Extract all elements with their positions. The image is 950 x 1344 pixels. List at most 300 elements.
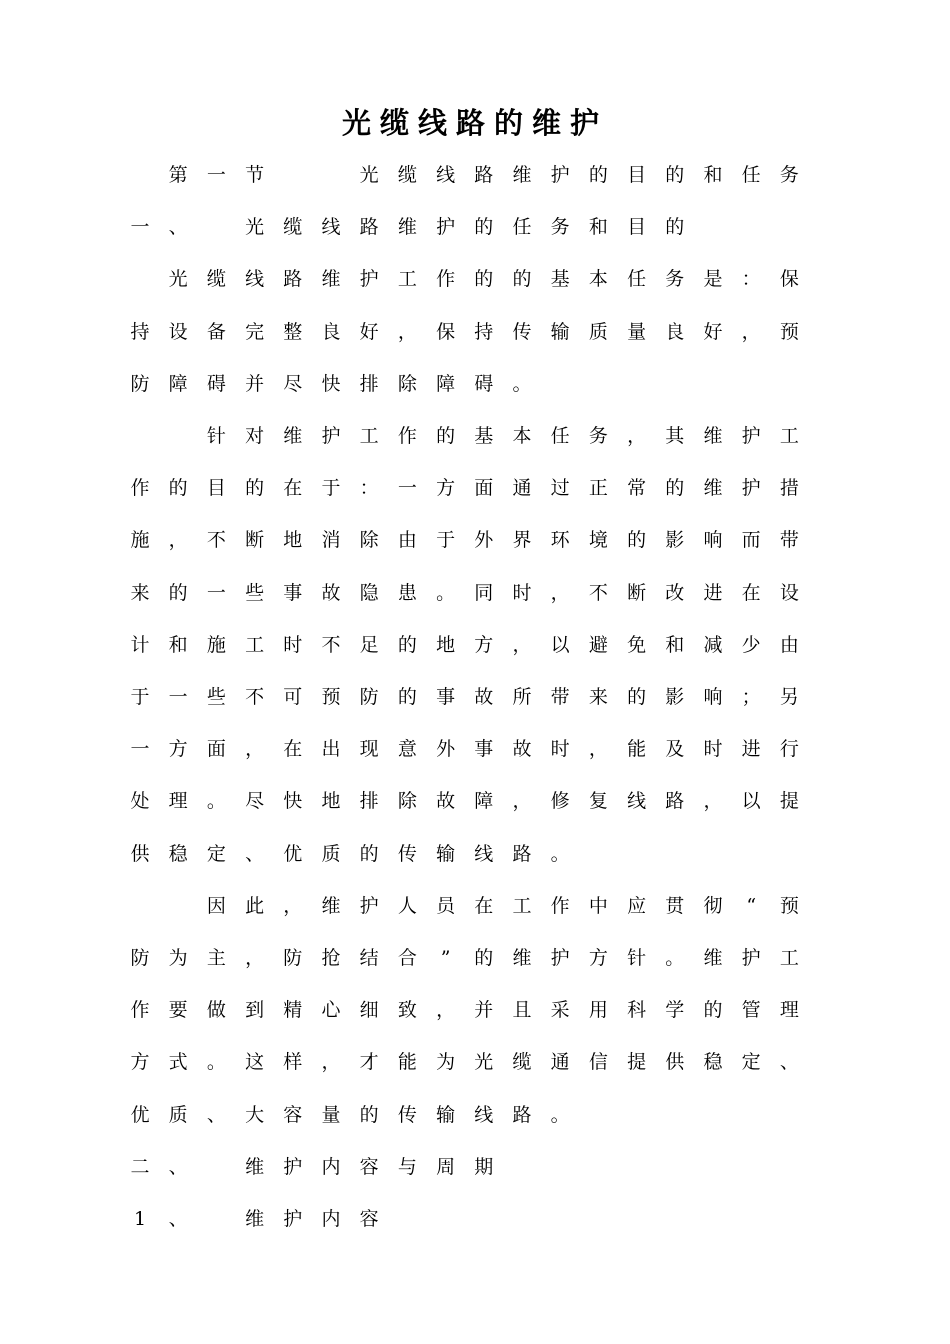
glyph: 输: [436, 842, 456, 865]
glyph: ，: [588, 738, 608, 761]
glyph: 定: [741, 1051, 761, 1074]
glyph: 传: [397, 1103, 417, 1126]
glyph: 工: [245, 633, 265, 656]
text-line-para2-line7: [0, 723, 950, 775]
glyph: 措: [779, 477, 799, 500]
glyph: ，: [436, 999, 456, 1022]
glyph: 务: [665, 268, 685, 291]
glyph: ，: [321, 1051, 341, 1074]
glyph: 维: [703, 425, 723, 447]
glyph: 式: [168, 1051, 188, 1074]
glyph: 务: [588, 425, 608, 447]
glyph: 完: [245, 320, 265, 343]
glyph: 和: [588, 216, 608, 239]
glyph: 方: [168, 738, 188, 761]
glyph: ，: [512, 790, 532, 813]
glyph: 彻: [703, 894, 723, 917]
glyph: ，: [550, 581, 570, 604]
glyph: 作: [436, 268, 456, 291]
glyph: 、: [168, 1208, 188, 1230]
glyph: 好: [703, 320, 723, 343]
glyph: 路: [283, 268, 303, 291]
glyph: ，: [397, 320, 417, 343]
glyph: 故: [321, 581, 341, 604]
glyph: 环: [550, 529, 570, 552]
glyph: 理: [168, 790, 188, 813]
glyph: 工: [779, 425, 799, 447]
glyph: 除: [397, 372, 417, 395]
glyph: 缆: [283, 216, 303, 239]
glyph: 任: [741, 164, 761, 186]
glyph: 。: [550, 842, 570, 865]
glyph: 缆: [512, 1051, 532, 1074]
text-line-para1-line2: [0, 306, 950, 358]
glyph: 采: [550, 999, 570, 1022]
glyph: 界: [512, 529, 532, 552]
glyph: 尽: [245, 790, 265, 813]
glyph: 和: [168, 633, 188, 656]
glyph: 基: [550, 268, 570, 291]
glyph: 优: [130, 1103, 150, 1126]
glyph: 的: [665, 164, 685, 186]
text-line-heading-2-1: [0, 1193, 950, 1245]
glyph: 理: [779, 999, 799, 1022]
glyph: 断: [627, 581, 647, 604]
glyph: 来: [130, 581, 150, 604]
glyph: 另: [779, 686, 799, 708]
glyph: 样: [283, 1051, 303, 1074]
glyph: 容: [283, 1103, 303, 1126]
glyph: 任: [512, 216, 532, 239]
glyph: 预: [321, 686, 341, 708]
glyph: 和: [703, 164, 723, 186]
glyph: 任: [550, 425, 570, 447]
glyph: 二: [130, 1155, 150, 1178]
text-line-para2-line1: [0, 410, 950, 462]
glyph: 应: [627, 894, 647, 917]
glyph: 路: [512, 1103, 532, 1126]
glyph: 障: [474, 790, 494, 813]
glyph: 在: [283, 738, 303, 761]
glyph: 线: [436, 164, 456, 186]
glyph: 方: [436, 477, 456, 500]
text-line-para3-line3: [0, 984, 950, 1036]
glyph: 快: [321, 372, 341, 395]
glyph: 而: [741, 529, 761, 552]
glyph: 行: [779, 738, 799, 761]
glyph: 除: [359, 529, 379, 552]
glyph: 与: [397, 1155, 417, 1178]
glyph: 患: [397, 581, 417, 604]
glyph: 维: [245, 1155, 265, 1178]
glyph: 的: [436, 425, 456, 447]
glyph: 结: [359, 947, 379, 969]
glyph: 护: [283, 1208, 303, 1230]
glyph: 学: [665, 999, 685, 1022]
glyph: ，: [283, 894, 303, 917]
glyph: 隐: [359, 581, 379, 604]
glyph: 防: [283, 947, 303, 969]
glyph: 以: [741, 790, 761, 813]
glyph: 故: [474, 686, 494, 708]
glyph: 光: [474, 1051, 494, 1074]
glyph: 可: [283, 686, 303, 708]
glyph: 的: [359, 1103, 379, 1126]
glyph: 好: [359, 320, 379, 343]
text-line-para2-line3: [0, 514, 950, 566]
glyph: 要: [168, 999, 188, 1022]
glyph: 针: [627, 947, 647, 969]
glyph: 护: [283, 1155, 303, 1178]
glyph: 维: [703, 477, 723, 500]
glyph: 影: [665, 686, 685, 708]
glyph: 光: [245, 216, 265, 239]
glyph: 精: [283, 999, 303, 1022]
glyph: 护: [550, 947, 570, 969]
glyph: 务: [779, 164, 799, 186]
glyph: 维: [512, 164, 532, 186]
glyph: 管: [741, 999, 761, 1022]
glyph: ，: [168, 529, 188, 552]
glyph: 定: [206, 842, 226, 865]
glyph: 时: [550, 738, 570, 761]
glyph: 工: [512, 894, 532, 917]
glyph: 供: [665, 1051, 685, 1074]
glyph: 并: [474, 999, 494, 1022]
glyph: ，: [245, 738, 265, 761]
glyph: 故: [512, 738, 532, 761]
glyph: 容: [359, 1155, 379, 1178]
text-line-para2-line2: [0, 462, 950, 514]
glyph: 线: [245, 268, 265, 291]
glyph: 地: [436, 633, 456, 656]
glyph: 出: [321, 738, 341, 761]
text-line-para2-line9: [0, 828, 950, 880]
glyph: 些: [206, 686, 226, 708]
glyph: 贯: [665, 894, 685, 917]
glyph: 设: [779, 581, 799, 604]
glyph: 护: [359, 894, 379, 917]
glyph: 消: [321, 529, 341, 552]
glyph: 才: [359, 1051, 379, 1074]
glyph: 故: [436, 790, 456, 813]
glyph: 在: [474, 894, 494, 917]
glyph: 修: [550, 790, 570, 813]
glyph: 于: [436, 529, 456, 552]
glyph: 传: [512, 320, 532, 343]
glyph: 防: [359, 686, 379, 708]
glyph: 。: [206, 1051, 226, 1074]
glyph: 事: [436, 686, 456, 708]
glyph: 时: [512, 581, 532, 604]
text-line-para2-line6: [0, 671, 950, 723]
glyph: 这: [245, 1051, 265, 1074]
glyph: 过: [550, 477, 570, 500]
glyph: 做: [206, 999, 226, 1022]
glyph: 护: [550, 164, 570, 186]
glyph: 避: [588, 633, 608, 656]
glyph: 方: [130, 1051, 150, 1074]
text-line-para2-line8: [0, 775, 950, 827]
glyph: 线: [474, 842, 494, 865]
glyph: 面: [474, 477, 494, 500]
glyph: 目: [627, 164, 647, 186]
glyph: 及: [665, 738, 685, 761]
glyph: 。: [665, 947, 685, 969]
glyph: 一: [206, 581, 226, 604]
glyph: 所: [512, 686, 532, 708]
text-line-section-heading: [0, 149, 950, 201]
text-line-para3-line2: [0, 932, 950, 984]
glyph: 输: [550, 320, 570, 343]
glyph: 减: [703, 633, 723, 656]
glyph: 的: [512, 268, 532, 291]
glyph: 且: [512, 999, 532, 1022]
glyph: 期: [474, 1155, 494, 1178]
glyph: 设: [168, 320, 188, 343]
glyph: 地: [283, 529, 303, 552]
glyph: 护: [321, 425, 341, 447]
text-line-heading-2: [0, 1141, 950, 1193]
glyph: 事: [283, 581, 303, 604]
glyph: 作: [130, 999, 150, 1022]
glyph: 路: [665, 790, 685, 813]
glyph: 维: [397, 216, 417, 239]
glyph: 对: [245, 425, 265, 447]
glyph: 本: [588, 268, 608, 291]
glyph: 以: [550, 633, 570, 656]
glyph: 质: [168, 1103, 188, 1126]
glyph: 路: [359, 216, 379, 239]
glyph: 计: [130, 633, 150, 656]
glyph: 良: [665, 320, 685, 343]
glyph: 维: [283, 425, 303, 447]
glyph: ：: [359, 477, 379, 500]
glyph: 事: [474, 738, 494, 761]
glyph: 目: [206, 477, 226, 500]
glyph: 于: [321, 477, 341, 500]
glyph: 的: [168, 581, 188, 604]
glyph: 人: [397, 894, 417, 917]
glyph: 工: [397, 268, 417, 291]
glyph: 能: [627, 738, 647, 761]
glyph: 排: [359, 372, 379, 395]
glyph: 其: [665, 425, 685, 447]
glyph: 。: [512, 372, 532, 395]
glyph: 针: [206, 425, 226, 447]
glyph: 任: [627, 268, 647, 291]
glyph: 目: [627, 216, 647, 239]
glyph: 的: [474, 947, 494, 969]
glyph: 维: [245, 1208, 265, 1230]
glyph: 一: [397, 477, 417, 500]
glyph: 由: [779, 633, 799, 656]
glyph: 免: [627, 633, 647, 656]
glyph: 同: [474, 581, 494, 604]
glyph: 足: [359, 633, 379, 656]
glyph: 在: [283, 477, 303, 500]
glyph: ，: [627, 425, 647, 447]
glyph: 预: [779, 320, 799, 343]
glyph: 质: [588, 320, 608, 343]
glyph: 作: [130, 477, 150, 500]
glyph: 来: [588, 686, 608, 708]
glyph: 线: [474, 1103, 494, 1126]
glyph: 影: [665, 529, 685, 552]
glyph: 大: [245, 1103, 265, 1126]
glyph: 方: [588, 947, 608, 969]
text-line-para2-line5: [0, 619, 950, 671]
glyph: 复: [588, 790, 608, 813]
glyph: 一: [130, 216, 150, 239]
glyph: 备: [206, 320, 226, 343]
text-line-heading-1: [0, 201, 950, 253]
glyph: ”: [440, 947, 451, 969]
glyph: 、: [245, 842, 265, 865]
glyph: 输: [436, 1103, 456, 1126]
glyph: 稳: [703, 1051, 723, 1074]
glyph: 因: [206, 894, 226, 917]
glyph: 能: [397, 1051, 417, 1074]
glyph: 带: [779, 529, 799, 552]
glyph: 用: [588, 999, 608, 1022]
glyph: 量: [321, 1103, 341, 1126]
glyph: ，: [245, 947, 265, 969]
glyph: 改: [665, 581, 685, 604]
glyph: 科: [627, 999, 647, 1022]
glyph: 基: [474, 425, 494, 447]
glyph: 。: [436, 581, 456, 604]
glyph: 少: [741, 633, 761, 656]
glyph: 的: [665, 477, 685, 500]
glyph: 碍: [474, 372, 494, 395]
text-line-para3-line1: [0, 880, 950, 932]
glyph: ；: [741, 686, 761, 708]
glyph: 主: [206, 947, 226, 969]
glyph: 的: [168, 477, 188, 500]
glyph: 容: [359, 1208, 379, 1230]
glyph: 提: [627, 1051, 647, 1074]
glyph: 一: [130, 738, 150, 761]
glyph: 质: [321, 842, 341, 865]
glyph: 细: [359, 999, 379, 1022]
glyph: 的: [397, 686, 417, 708]
glyph: 的: [397, 633, 417, 656]
glyph: 护: [741, 425, 761, 447]
glyph: 传: [397, 842, 417, 865]
glyph: 响: [703, 686, 723, 708]
glyph: 整: [283, 320, 303, 343]
glyph: 、: [168, 216, 188, 239]
glyph: 防: [130, 947, 150, 969]
glyph: 作: [550, 894, 570, 917]
glyph: 不: [588, 581, 608, 604]
glyph: 维: [703, 947, 723, 969]
glyph: 外: [474, 529, 494, 552]
glyph: 工: [359, 425, 379, 447]
glyph: 路: [512, 842, 532, 865]
glyph: 处: [130, 790, 150, 813]
glyph: 碍: [206, 372, 226, 395]
glyph: 障: [168, 372, 188, 395]
glyph: 量: [627, 320, 647, 343]
glyph: 现: [359, 738, 379, 761]
glyph: 持: [474, 320, 494, 343]
glyph: 护: [741, 477, 761, 500]
glyph: 保: [779, 268, 799, 291]
glyph: 预: [779, 894, 799, 917]
glyph: 地: [321, 790, 341, 813]
glyph: 障: [436, 372, 456, 395]
glyph: 和: [665, 633, 685, 656]
glyph: 维: [321, 268, 341, 291]
glyph: 作: [397, 425, 417, 447]
glyph: 护: [359, 268, 379, 291]
glyph: 信: [588, 1051, 608, 1074]
glyph: 供: [130, 842, 150, 865]
glyph: 常: [627, 477, 647, 500]
glyph: 并: [245, 372, 265, 395]
glyph: 通: [550, 1051, 570, 1074]
glyph: 抢: [321, 947, 341, 969]
glyph: ：: [741, 268, 761, 291]
glyph: 是: [703, 268, 723, 291]
glyph: 合: [397, 947, 417, 969]
glyph: 的: [474, 268, 494, 291]
glyph: 断: [245, 529, 265, 552]
glyph: 于: [130, 686, 150, 708]
glyph: “: [746, 894, 757, 917]
glyph: 护: [436, 216, 456, 239]
glyph: 心: [321, 999, 341, 1022]
glyph: 带: [550, 686, 570, 708]
glyph: 内: [321, 1208, 341, 1230]
glyph: 员: [436, 894, 456, 917]
glyph: 面: [206, 738, 226, 761]
glyph: 、: [206, 1103, 226, 1126]
glyph: 、: [168, 1155, 188, 1178]
glyph: ，: [741, 320, 761, 343]
glyph: 尽: [283, 372, 303, 395]
glyph: 施: [130, 529, 150, 552]
glyph: 除: [397, 790, 417, 813]
glyph: 致: [397, 999, 417, 1022]
glyph: 正: [588, 477, 608, 500]
glyph: 光: [359, 164, 379, 186]
glyph: 第: [168, 164, 188, 186]
glyph: 的: [245, 477, 265, 500]
glyph: 工: [779, 947, 799, 969]
glyph: 不: [245, 686, 265, 708]
glyph: 的: [665, 216, 685, 239]
text-line-para1-line3: [0, 358, 950, 410]
glyph: 的: [359, 842, 379, 865]
glyph: 的: [474, 216, 494, 239]
glyph: 排: [359, 790, 379, 813]
glyph: 不: [206, 529, 226, 552]
glyph: 节: [245, 164, 265, 186]
glyph: 一: [206, 164, 226, 186]
glyph: 光: [168, 268, 188, 291]
glyph: 。: [550, 1103, 570, 1126]
glyph: 通: [512, 477, 532, 500]
glyph: 维: [512, 947, 532, 969]
glyph: 路: [474, 164, 494, 186]
glyph: 的: [703, 999, 723, 1022]
glyph: 。: [206, 790, 226, 813]
glyph: 本: [512, 425, 532, 447]
glyph: 务: [550, 216, 570, 239]
